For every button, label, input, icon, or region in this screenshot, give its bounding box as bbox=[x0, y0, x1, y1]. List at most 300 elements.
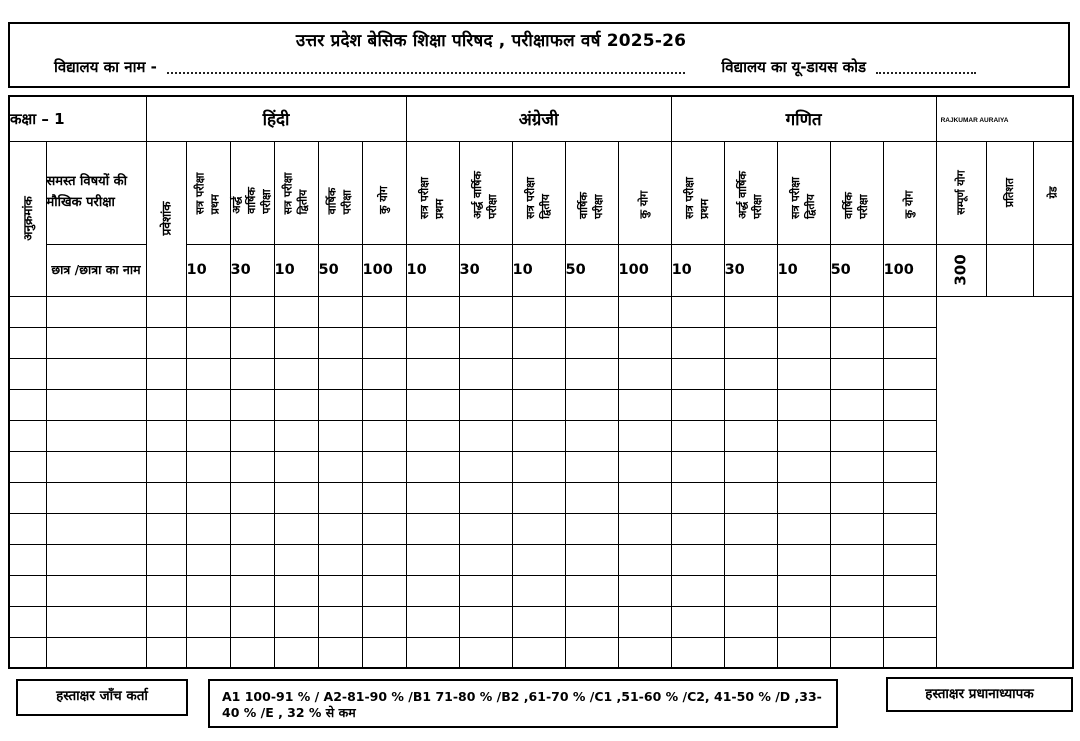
total-col-header bbox=[936, 141, 986, 244]
student-cell[interactable] bbox=[186, 637, 230, 668]
serial-col-label: अनुक्रमांक bbox=[21, 196, 36, 241]
student-cell[interactable] bbox=[830, 575, 883, 606]
student-cell[interactable] bbox=[883, 358, 936, 389]
student-cell[interactable] bbox=[777, 420, 830, 451]
student-cell[interactable] bbox=[274, 637, 318, 668]
student-cell[interactable] bbox=[724, 327, 777, 358]
exam-col-label: अर्द्ध वार्षिक परीक्षा bbox=[229, 187, 273, 214]
student-cell[interactable] bbox=[9, 296, 46, 327]
watermark-text: RAJKUMAR AURAIYA bbox=[940, 116, 1009, 124]
student-cell[interactable] bbox=[830, 544, 883, 575]
student-cell[interactable] bbox=[671, 451, 724, 482]
exam-col-label: वार्षिक परीक्षा bbox=[325, 187, 354, 214]
student-cell[interactable] bbox=[318, 544, 362, 575]
student-cell[interactable] bbox=[274, 513, 318, 544]
student-cell[interactable] bbox=[274, 358, 318, 389]
student-cell[interactable] bbox=[618, 575, 671, 606]
student-cell[interactable] bbox=[565, 544, 618, 575]
percent-max-cell bbox=[986, 244, 1033, 296]
exam-col-header bbox=[274, 141, 318, 244]
student-cell[interactable] bbox=[406, 296, 459, 327]
student-cell[interactable] bbox=[459, 575, 512, 606]
student-cell[interactable] bbox=[724, 296, 777, 327]
student-cell[interactable] bbox=[883, 606, 936, 637]
student-cell[interactable] bbox=[512, 637, 565, 668]
max-marks-cell: 30 bbox=[459, 244, 512, 296]
exam-col-header bbox=[618, 141, 671, 244]
student-cell[interactable] bbox=[830, 420, 883, 451]
student-row bbox=[9, 606, 1073, 637]
student-cell[interactable] bbox=[274, 544, 318, 575]
student-cell[interactable] bbox=[406, 606, 459, 637]
student-cell[interactable] bbox=[512, 451, 565, 482]
student-cell[interactable] bbox=[512, 327, 565, 358]
student-cell[interactable] bbox=[512, 606, 565, 637]
student-cell[interactable] bbox=[362, 389, 406, 420]
student-cell[interactable] bbox=[186, 606, 230, 637]
student-cell[interactable] bbox=[406, 513, 459, 544]
student-cell[interactable] bbox=[512, 389, 565, 420]
exam-col-header bbox=[724, 141, 777, 244]
student-cell[interactable] bbox=[46, 420, 146, 451]
student-cell[interactable] bbox=[565, 327, 618, 358]
percent-col-header bbox=[986, 141, 1033, 244]
student-cell[interactable] bbox=[186, 358, 230, 389]
student-cell[interactable] bbox=[362, 420, 406, 451]
student-cell[interactable] bbox=[318, 327, 362, 358]
column-header-row bbox=[9, 141, 1073, 244]
exam-col-header bbox=[512, 141, 565, 244]
student-cell[interactable] bbox=[274, 482, 318, 513]
student-cell[interactable] bbox=[230, 327, 274, 358]
student-cell[interactable] bbox=[830, 606, 883, 637]
student-cell[interactable] bbox=[186, 451, 230, 482]
student-cell[interactable] bbox=[186, 327, 230, 358]
student-rows bbox=[9, 296, 1073, 668]
student-cell[interactable] bbox=[362, 513, 406, 544]
student-cell[interactable] bbox=[146, 544, 186, 575]
student-cell[interactable] bbox=[883, 420, 936, 451]
student-cell[interactable] bbox=[318, 482, 362, 513]
student-cell[interactable] bbox=[318, 451, 362, 482]
student-cell[interactable] bbox=[406, 327, 459, 358]
student-cell[interactable] bbox=[146, 606, 186, 637]
class-label-cell: कक्षा – 1 bbox=[9, 96, 146, 141]
student-cell[interactable] bbox=[777, 544, 830, 575]
student-cell[interactable] bbox=[512, 544, 565, 575]
watermark-cell bbox=[936, 96, 1073, 141]
student-cell[interactable] bbox=[230, 637, 274, 668]
student-cell[interactable] bbox=[777, 296, 830, 327]
student-cell[interactable] bbox=[406, 637, 459, 668]
student-cell[interactable] bbox=[362, 296, 406, 327]
student-cell[interactable] bbox=[406, 575, 459, 606]
student-cell[interactable] bbox=[46, 327, 146, 358]
student-cell[interactable] bbox=[830, 296, 883, 327]
exam-col-label: वार्षिक परीक्षा bbox=[576, 191, 605, 219]
checker-signature-box bbox=[16, 679, 188, 716]
student-cell[interactable] bbox=[230, 296, 274, 327]
student-cell[interactable] bbox=[318, 420, 362, 451]
student-cell[interactable] bbox=[724, 513, 777, 544]
student-cell[interactable] bbox=[883, 327, 936, 358]
student-cell[interactable] bbox=[565, 451, 618, 482]
exam-col-label: अर्द्ध वार्षिक परीक्षा bbox=[470, 170, 499, 219]
student-cell[interactable] bbox=[883, 544, 936, 575]
grade-key-text: A1 100-91 % / A2-81-90 % /B1 71-80 % /B2 ,61-70 % /C1 ,51-60 % /C2, 41-50 % /D ,33-40 % /E , 32 % से कम bbox=[222, 689, 822, 720]
student-cell[interactable] bbox=[186, 389, 230, 420]
exam-col-header bbox=[230, 141, 274, 244]
max-marks-cell: 50 bbox=[565, 244, 618, 296]
student-cell[interactable] bbox=[9, 544, 46, 575]
exam-col-label: सत्र परीक्षा द्वितीय bbox=[523, 176, 552, 219]
student-cell[interactable] bbox=[230, 420, 274, 451]
student-cell[interactable] bbox=[618, 482, 671, 513]
student-cell[interactable] bbox=[671, 389, 724, 420]
student-cell[interactable] bbox=[671, 482, 724, 513]
student-row bbox=[9, 327, 1073, 358]
student-cell[interactable] bbox=[146, 513, 186, 544]
student-cell[interactable] bbox=[724, 637, 777, 668]
student-cell[interactable] bbox=[146, 482, 186, 513]
student-cell[interactable] bbox=[565, 637, 618, 668]
student-cell[interactable] bbox=[459, 451, 512, 482]
max-marks-cell: 10 bbox=[406, 244, 459, 296]
student-cell[interactable] bbox=[883, 575, 936, 606]
student-cell[interactable] bbox=[274, 296, 318, 327]
student-cell[interactable] bbox=[618, 327, 671, 358]
student-cell[interactable] bbox=[777, 389, 830, 420]
student-cell[interactable] bbox=[671, 358, 724, 389]
student-cell[interactable] bbox=[230, 482, 274, 513]
exam-col-label: कु योग bbox=[637, 190, 651, 219]
student-cell[interactable] bbox=[406, 420, 459, 451]
student-cell[interactable] bbox=[671, 296, 724, 327]
student-cell[interactable] bbox=[671, 544, 724, 575]
student-cell[interactable] bbox=[565, 482, 618, 513]
student-row bbox=[9, 513, 1073, 544]
exam-col-header bbox=[777, 141, 830, 244]
grade-col-header bbox=[1033, 141, 1073, 244]
student-cell[interactable] bbox=[671, 513, 724, 544]
student-cell[interactable] bbox=[186, 482, 230, 513]
admission-col-label: प्रवेशांक bbox=[159, 201, 174, 236]
udise-code-fill-line[interactable] bbox=[876, 59, 976, 74]
student-cell[interactable] bbox=[274, 389, 318, 420]
form-title: उत्तर प्रदेश बेसिक शिक्षा परिषद , परीक्षाफल वर्ष 2025-26 bbox=[295, 31, 687, 51]
student-cell[interactable] bbox=[46, 637, 146, 668]
student-cell[interactable] bbox=[230, 358, 274, 389]
student-cell[interactable] bbox=[565, 420, 618, 451]
student-row bbox=[9, 420, 1073, 451]
student-cell[interactable] bbox=[46, 513, 146, 544]
student-cell[interactable] bbox=[618, 420, 671, 451]
student-cell[interactable] bbox=[830, 513, 883, 544]
student-cell[interactable] bbox=[883, 513, 936, 544]
student-cell[interactable] bbox=[230, 575, 274, 606]
student-cell[interactable] bbox=[146, 451, 186, 482]
student-cell[interactable] bbox=[186, 575, 230, 606]
total-col-label: सम्पूर्ण योग bbox=[954, 170, 968, 215]
student-cell[interactable] bbox=[459, 389, 512, 420]
school-info-row bbox=[54, 57, 1054, 77]
student-cell[interactable] bbox=[46, 296, 146, 327]
student-cell[interactable] bbox=[512, 296, 565, 327]
exam-col-label: कु योग bbox=[902, 190, 916, 219]
student-cell[interactable] bbox=[318, 296, 362, 327]
student-cell[interactable] bbox=[362, 575, 406, 606]
student-row bbox=[9, 575, 1073, 606]
max-marks-cell: 100 bbox=[883, 244, 936, 296]
student-cell[interactable] bbox=[671, 575, 724, 606]
student-cell[interactable] bbox=[406, 544, 459, 575]
student-cell[interactable] bbox=[406, 389, 459, 420]
student-row bbox=[9, 389, 1073, 420]
student-cell[interactable] bbox=[512, 482, 565, 513]
max-marks-cell: 10 bbox=[186, 244, 230, 296]
student-cell[interactable] bbox=[9, 575, 46, 606]
student-cell[interactable] bbox=[362, 451, 406, 482]
student-cell[interactable] bbox=[9, 606, 46, 637]
student-cell[interactable] bbox=[724, 575, 777, 606]
principal-signature-label: हस्ताक्षर प्रधानाध्यापक bbox=[925, 686, 1034, 702]
student-cell[interactable] bbox=[274, 606, 318, 637]
student-cell[interactable] bbox=[565, 575, 618, 606]
grade-max-cell bbox=[1033, 244, 1073, 296]
student-cell[interactable] bbox=[9, 637, 46, 668]
student-cell[interactable] bbox=[186, 296, 230, 327]
school-name-fill-line[interactable] bbox=[167, 59, 685, 74]
student-cell[interactable] bbox=[362, 544, 406, 575]
student-cell[interactable] bbox=[777, 637, 830, 668]
student-cell[interactable] bbox=[146, 420, 186, 451]
student-cell[interactable] bbox=[777, 327, 830, 358]
max-marks-cell: 10 bbox=[274, 244, 318, 296]
oral-exam-header: समस्त विषयों की मौखिक परीक्षा bbox=[46, 141, 146, 244]
grade-col-label: ग्रेड bbox=[1046, 186, 1060, 199]
student-cell[interactable] bbox=[671, 637, 724, 668]
student-cell[interactable] bbox=[9, 513, 46, 544]
student-cell[interactable] bbox=[318, 389, 362, 420]
principal-signature-box bbox=[886, 677, 1073, 712]
student-cell[interactable] bbox=[724, 389, 777, 420]
student-cell[interactable] bbox=[146, 575, 186, 606]
student-cell[interactable] bbox=[618, 296, 671, 327]
student-cell[interactable] bbox=[618, 451, 671, 482]
exam-col-header bbox=[362, 141, 406, 244]
student-cell[interactable] bbox=[146, 358, 186, 389]
student-cell[interactable] bbox=[318, 513, 362, 544]
student-cell[interactable] bbox=[318, 358, 362, 389]
student-cell[interactable] bbox=[724, 358, 777, 389]
student-cell[interactable] bbox=[146, 389, 186, 420]
school-name-label: विद्यालय का नाम - bbox=[54, 58, 157, 76]
exam-col-label: सत्र परीक्षा द्वितीय bbox=[281, 172, 310, 214]
student-cell[interactable] bbox=[9, 358, 46, 389]
student-cell[interactable] bbox=[146, 296, 186, 327]
exam-col-header bbox=[883, 141, 936, 244]
student-cell[interactable] bbox=[318, 606, 362, 637]
student-cell[interactable] bbox=[777, 575, 830, 606]
student-cell[interactable] bbox=[671, 327, 724, 358]
student-cell[interactable] bbox=[230, 513, 274, 544]
student-cell[interactable] bbox=[9, 389, 46, 420]
student-name-header: छात्र /छात्रा का नाम bbox=[46, 244, 146, 296]
student-cell[interactable] bbox=[724, 451, 777, 482]
exam-col-header bbox=[830, 141, 883, 244]
student-cell[interactable] bbox=[274, 420, 318, 451]
student-cell[interactable] bbox=[512, 358, 565, 389]
student-cell[interactable] bbox=[318, 637, 362, 668]
student-cell[interactable] bbox=[362, 358, 406, 389]
student-cell[interactable] bbox=[9, 482, 46, 513]
student-cell[interactable] bbox=[565, 389, 618, 420]
exam-col-header bbox=[318, 141, 362, 244]
student-cell[interactable] bbox=[274, 451, 318, 482]
marks-table bbox=[8, 95, 1074, 669]
student-cell[interactable] bbox=[512, 420, 565, 451]
student-cell[interactable] bbox=[9, 327, 46, 358]
student-cell[interactable] bbox=[230, 606, 274, 637]
exam-col-label: कु योग bbox=[376, 186, 390, 215]
student-cell[interactable] bbox=[459, 544, 512, 575]
student-cell[interactable] bbox=[146, 327, 186, 358]
student-cell[interactable] bbox=[459, 637, 512, 668]
student-cell[interactable] bbox=[459, 482, 512, 513]
student-cell[interactable] bbox=[883, 482, 936, 513]
udise-code-label: विद्यालय का यू-डायस कोड bbox=[721, 58, 866, 76]
student-cell[interactable] bbox=[777, 451, 830, 482]
student-cell[interactable] bbox=[724, 544, 777, 575]
student-cell[interactable] bbox=[362, 637, 406, 668]
student-cell[interactable] bbox=[671, 420, 724, 451]
student-row bbox=[9, 637, 1073, 668]
student-cell[interactable] bbox=[830, 327, 883, 358]
student-cell[interactable] bbox=[565, 358, 618, 389]
student-cell[interactable] bbox=[318, 575, 362, 606]
student-cell[interactable] bbox=[230, 544, 274, 575]
student-cell[interactable] bbox=[406, 451, 459, 482]
max-marks-cell: 100 bbox=[618, 244, 671, 296]
max-marks-cell: 10 bbox=[512, 244, 565, 296]
student-cell[interactable] bbox=[46, 451, 146, 482]
student-cell[interactable] bbox=[618, 389, 671, 420]
subject-header-english: अंग्रेजी bbox=[406, 96, 671, 141]
serial-col-header bbox=[9, 141, 46, 296]
student-cell[interactable] bbox=[459, 358, 512, 389]
student-cell[interactable] bbox=[565, 296, 618, 327]
student-cell[interactable] bbox=[406, 358, 459, 389]
student-cell[interactable] bbox=[618, 544, 671, 575]
student-row bbox=[9, 296, 1073, 327]
student-row bbox=[9, 451, 1073, 482]
student-cell[interactable] bbox=[186, 513, 230, 544]
student-cell[interactable] bbox=[724, 606, 777, 637]
student-cell[interactable] bbox=[186, 544, 230, 575]
grand-total-max-cell bbox=[936, 244, 986, 296]
student-row bbox=[9, 544, 1073, 575]
student-cell[interactable] bbox=[186, 420, 230, 451]
exam-col-header bbox=[406, 141, 459, 244]
header-box bbox=[8, 22, 1070, 88]
student-cell[interactable] bbox=[230, 451, 274, 482]
student-cell[interactable] bbox=[46, 482, 146, 513]
student-cell[interactable] bbox=[777, 606, 830, 637]
max-marks-cell: 50 bbox=[318, 244, 362, 296]
student-cell[interactable] bbox=[146, 637, 186, 668]
student-cell[interactable] bbox=[230, 389, 274, 420]
student-cell[interactable] bbox=[9, 451, 46, 482]
student-cell[interactable] bbox=[618, 513, 671, 544]
student-cell[interactable] bbox=[459, 420, 512, 451]
student-cell[interactable] bbox=[671, 606, 724, 637]
student-cell[interactable] bbox=[362, 327, 406, 358]
student-cell[interactable] bbox=[512, 513, 565, 544]
student-cell[interactable] bbox=[46, 606, 146, 637]
student-cell[interactable] bbox=[46, 389, 146, 420]
student-cell[interactable] bbox=[274, 327, 318, 358]
student-cell[interactable] bbox=[459, 513, 512, 544]
exam-col-label: वार्षिक परीक्षा bbox=[841, 191, 870, 219]
student-cell[interactable] bbox=[883, 389, 936, 420]
student-cell[interactable] bbox=[46, 544, 146, 575]
student-cell[interactable] bbox=[830, 482, 883, 513]
student-cell[interactable] bbox=[830, 451, 883, 482]
student-cell[interactable] bbox=[883, 296, 936, 327]
student-cell[interactable] bbox=[362, 606, 406, 637]
checker-signature-label: हस्ताक्षर जाँच कर्ता bbox=[56, 688, 148, 704]
student-cell[interactable] bbox=[883, 451, 936, 482]
student-cell[interactable] bbox=[777, 513, 830, 544]
exam-col-header bbox=[565, 141, 618, 244]
max-marks-cell: 30 bbox=[724, 244, 777, 296]
max-marks-cell: 50 bbox=[830, 244, 883, 296]
student-cell[interactable] bbox=[618, 358, 671, 389]
subject-header-math: गणित bbox=[671, 96, 936, 141]
student-cell[interactable] bbox=[830, 358, 883, 389]
student-cell[interactable] bbox=[618, 637, 671, 668]
subject-header-row bbox=[9, 96, 1073, 141]
student-cell[interactable] bbox=[46, 575, 146, 606]
student-cell[interactable] bbox=[724, 420, 777, 451]
student-cell[interactable] bbox=[512, 575, 565, 606]
admission-col-header bbox=[146, 141, 186, 296]
student-cell[interactable] bbox=[618, 606, 671, 637]
max-marks-cell: 100 bbox=[362, 244, 406, 296]
student-cell[interactable] bbox=[777, 482, 830, 513]
student-cell[interactable] bbox=[565, 513, 618, 544]
student-row bbox=[9, 358, 1073, 389]
student-cell[interactable] bbox=[406, 482, 459, 513]
student-cell[interactable] bbox=[459, 606, 512, 637]
exam-col-label: सत्र परीक्षा प्रथम bbox=[682, 176, 711, 219]
student-cell[interactable] bbox=[362, 482, 406, 513]
subject-header-hindi: हिंदी bbox=[146, 96, 406, 141]
student-cell[interactable] bbox=[9, 420, 46, 451]
student-cell[interactable] bbox=[274, 575, 318, 606]
student-cell[interactable] bbox=[777, 358, 830, 389]
exam-col-label: सत्र परीक्षा प्रथम bbox=[417, 176, 446, 219]
student-cell[interactable] bbox=[883, 637, 936, 668]
grade-key-box bbox=[208, 679, 838, 728]
student-cell[interactable] bbox=[459, 296, 512, 327]
student-cell[interactable] bbox=[830, 389, 883, 420]
student-cell[interactable] bbox=[46, 358, 146, 389]
student-cell[interactable] bbox=[724, 482, 777, 513]
student-cell[interactable] bbox=[459, 327, 512, 358]
student-cell[interactable] bbox=[565, 606, 618, 637]
student-cell[interactable] bbox=[830, 637, 883, 668]
